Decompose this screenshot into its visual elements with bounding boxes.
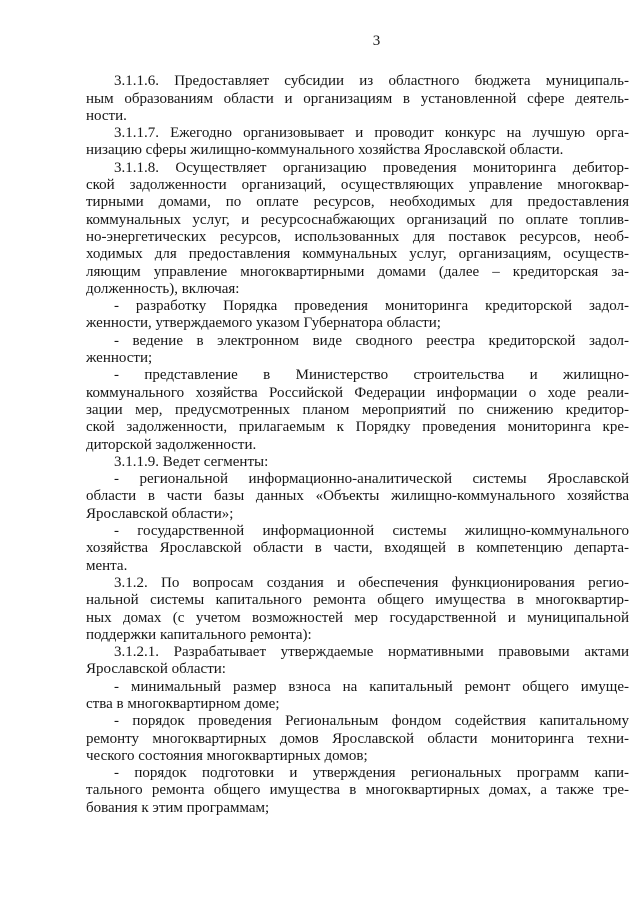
text-line: - порядок подготовки и утверждения региональных программ капи- [114, 765, 629, 782]
text-line: бования к этим программам; [86, 799, 270, 816]
text-line: хозяйства Ярославской области в части, входящей в компетенцию департа- [86, 540, 629, 557]
document-body [86, 73, 629, 817]
text-line: ляющим управление многоквартирными домами (далее – кредиторская за- [86, 263, 629, 280]
page-number: 3 [372, 33, 381, 49]
text-line: - порядок проведения Региональным фондом содействия капитальному [114, 713, 629, 730]
text-line: области в части базы данных «Объекты жилищно-коммунального хозяйства [86, 488, 629, 505]
paragraph [86, 333, 629, 368]
text-line: низацию сферы жилищно-коммунального хозяйства Ярославской области. [86, 142, 564, 159]
text-line: диторской задолженности. [86, 436, 257, 453]
text-line: тального ремонта общего имущества в многоквартирных домах, а также тре- [86, 782, 629, 799]
paragraph [86, 644, 629, 679]
paragraph [86, 73, 629, 125]
paragraph [86, 523, 629, 575]
text-line: - региональной информационно-аналитической системы Ярославской [114, 471, 629, 488]
text-line: женности; [86, 350, 153, 367]
paragraph [86, 160, 629, 298]
text-line: тирными домами, по оплате ресурсов, необходимых для предоставления [86, 194, 629, 211]
text-line: поддержки капитального ремонта): [86, 626, 312, 643]
text-line: Ярославской области»; [86, 505, 234, 522]
text-line: - представление в Министерство строительства и жилищно- [114, 367, 629, 384]
text-line: - государственной информационной системы жилищно-коммунального [114, 523, 629, 540]
text-line: долженность), включая: [86, 280, 240, 297]
paragraph [86, 454, 629, 471]
paragraph [86, 713, 629, 765]
text-line: коммунального хозяйства Российской Федерации информации о ходе реали- [86, 384, 629, 401]
text-line: 3.1.2.1. Разрабатывает утверждаемые нормативными правовыми актами [114, 644, 629, 661]
text-line: ходимых для предоставления коммунальных услуг, организациям, осуществ- [86, 246, 629, 263]
text-line: - разработку Порядка проведения мониторинга кредиторской задол- [114, 298, 629, 315]
paragraph [86, 765, 629, 817]
text-line: Ярославской области: [86, 661, 226, 678]
text-line: ности. [86, 107, 127, 124]
text-line: 3.1.1.9. Ведет сегменты: [114, 453, 269, 470]
text-line: женности, утверждаемого указом Губернатора области; [86, 315, 441, 332]
text-line: - минимальный размер взноса на капитальный ремонт общего имуще- [114, 678, 629, 695]
text-line: зации мер, предусмотренных планом мероприятий по снижению кредитор- [86, 401, 629, 418]
text-line: ных домах (с учетом возможностей мер государственной и муниципальной [86, 609, 629, 626]
text-line: ства в многоквартирном доме; [86, 695, 280, 712]
text-line: ным образованиям области и организациям в установленной сфере деятель- [86, 90, 629, 107]
text-line: - ведение в электронном виде сводного реестра кредиторской задол- [114, 332, 629, 349]
text-line: ремонту многоквартирных домов Ярославской области мониторинга техни- [86, 730, 629, 747]
text-line: ческого состояния многоквартирных домов; [86, 747, 368, 764]
text-line: нальной системы капитального ремонта общего имущества в многоквартир- [86, 592, 629, 609]
paragraph [86, 367, 629, 453]
text-line: 3.1.1.6. Предоставляет субсидии из областного бюджета муниципаль- [114, 73, 629, 90]
paragraph [86, 298, 629, 333]
paragraph [86, 471, 629, 523]
text-line: ской задолженности, прилагаемым к Порядку проведения мониторинга кре- [86, 419, 629, 436]
paragraph [86, 679, 629, 714]
text-line: но-энергетических ресурсов, использованных для поставок ресурсов, необ- [86, 228, 629, 245]
text-line: 3.1.2. По вопросам создания и обеспечения функционирования регио- [114, 574, 629, 591]
text-line: мента. [86, 557, 128, 574]
text-line: коммунальных услуг, и ресурсоснабжающих организаций по оплате топлив- [86, 211, 629, 228]
paragraph [86, 125, 629, 160]
text-line: 3.1.1.7. Ежегодно организовывает и проводит конкурс на лучшую орга- [114, 125, 629, 142]
text-line: 3.1.1.8. Осуществляет организацию проведения мониторинга дебитор- [114, 159, 629, 176]
paragraph [86, 575, 629, 644]
text-line: ской задолженности организаций, осуществляющих управление многоквар- [86, 177, 629, 194]
